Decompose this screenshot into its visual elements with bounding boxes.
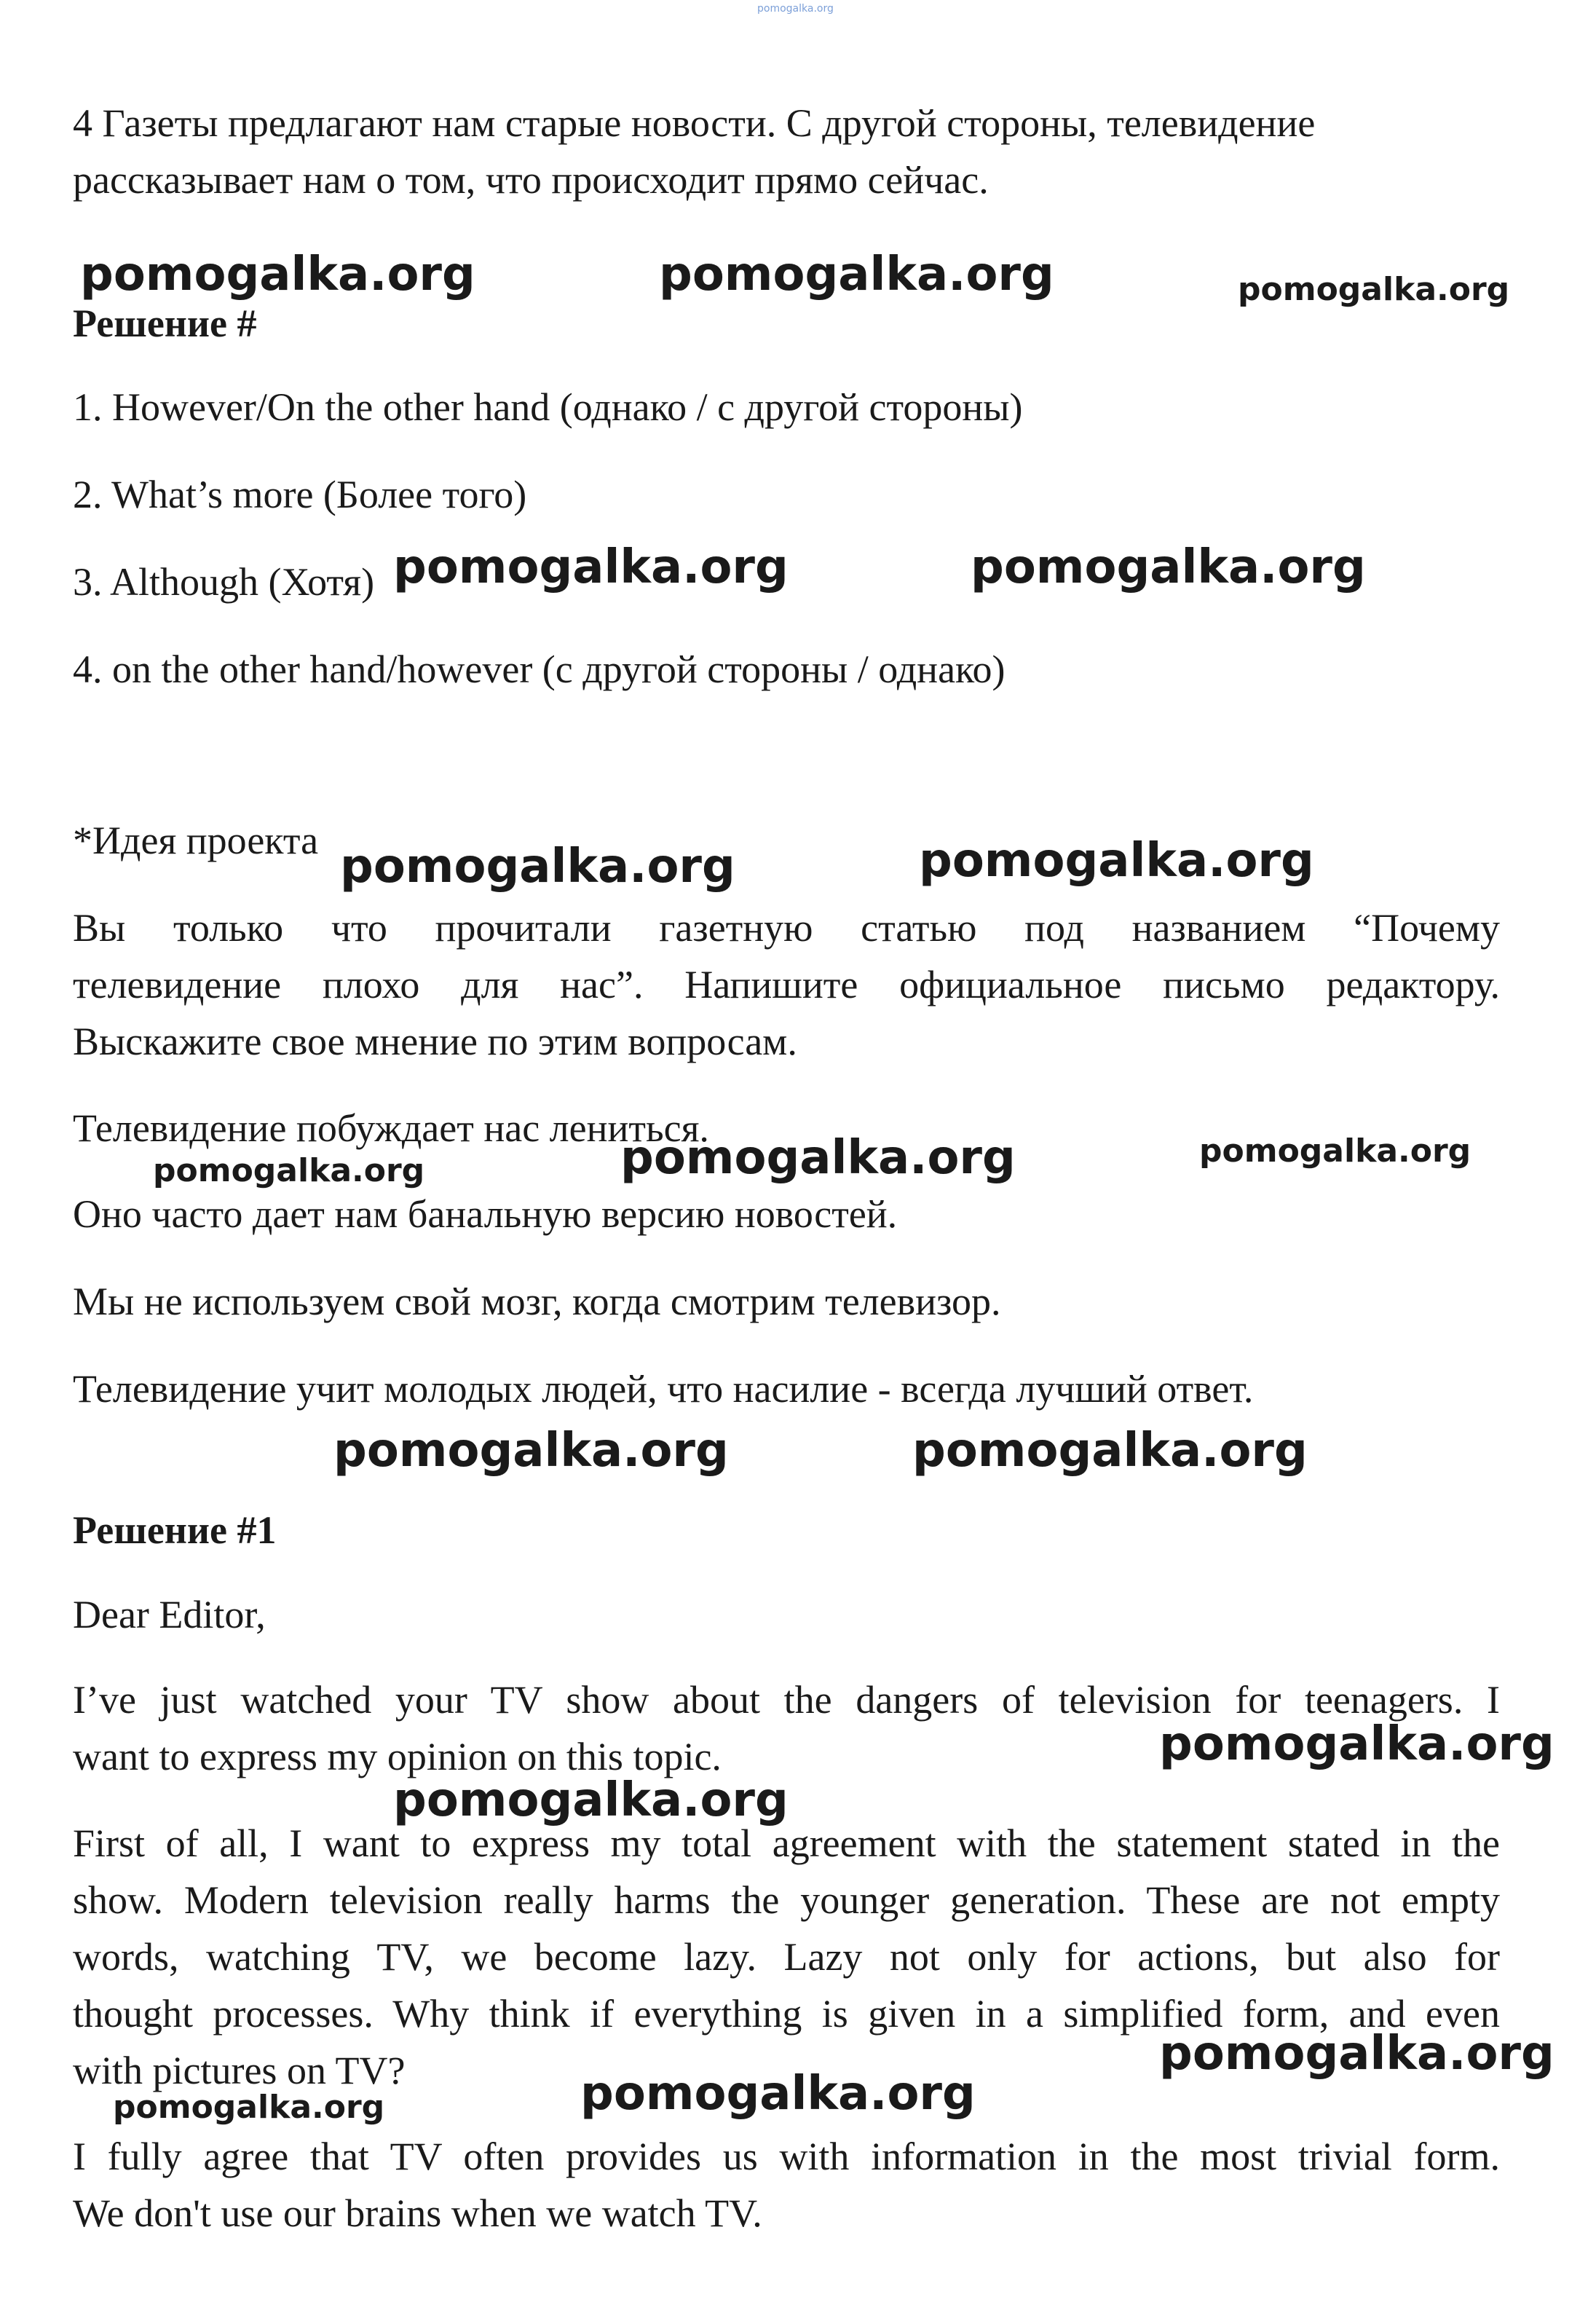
item4-line2: рассказывает нам о том, что происходит прямо сейчас.	[73, 158, 989, 202]
project-statement: Оно часто дает нам банальную версию новостей.	[73, 1192, 898, 1236]
watermark: pomogalka.org	[620, 1131, 1016, 1185]
letter-p3-line2: We don't use our brains when we watch TV.	[73, 2191, 762, 2235]
watermark: pomogalka.org	[340, 840, 735, 894]
project-task-line2: телевидение плохо для нас”. Напишите официальное письмо редактору.	[73, 963, 1500, 1006]
letter-p2-line1: First of all, I want to express my total agreement with the statement stated in the	[73, 1821, 1500, 1865]
project-task-line3: Выскажите свое мнение по этим вопросам.	[73, 1020, 797, 1063]
letter-p1-line2: want to express my opinion on this topic.	[73, 1735, 722, 1778]
letter-p1-line1: I’ve just watched your TV show about the dangers of television for teenagers. I	[73, 1678, 1500, 1722]
watermark: pomogalka.org	[80, 248, 475, 302]
letter-p3-line1: I fully agree that TV often provides us with information in the most trivial form.	[73, 2135, 1500, 2178]
letter-greeting: Dear Editor,	[73, 1593, 266, 1636]
letter-p2-line5: with pictures on TV?	[73, 2049, 406, 2092]
watermark: pomogalka.org	[971, 540, 1366, 594]
project-statement: Телевидение побуждает нас лениться.	[73, 1106, 709, 1150]
watermark: pomogalka.org	[113, 2089, 385, 2126]
letter-p2-line3: words, watching TV, we become lazy. Lazy not only for actions, but also for	[73, 1935, 1500, 1979]
watermark: pomogalka.org	[393, 540, 789, 594]
watermark: pomogalka.org	[333, 1424, 729, 1478]
watermark: pomogalka.org	[912, 1424, 1308, 1478]
watermark: pomogalka.org	[659, 248, 1054, 302]
watermark: pomogalka.org	[1159, 2027, 1554, 2081]
letter-p2-line2: show. Modern television really harms the younger generation. These are not empty	[73, 1878, 1500, 1922]
solution-item: 1. However/On the other hand (однако / с другой стороны)	[73, 385, 1023, 429]
project-task-line1: Вы только что прочитали газетную статью под названием “Почему	[73, 906, 1500, 950]
watermark: pomogalka.org	[393, 1773, 789, 1827]
project-statement: Мы не используем свой мозг, когда смотрим телевизор.	[73, 1280, 1001, 1323]
solution-heading: Решение #	[73, 302, 257, 345]
watermark: pomogalka.org	[1199, 1132, 1471, 1170]
item4-line1: 4 Газеты предлагают нам старые новости. С другой стороны, телевидение	[73, 101, 1316, 145]
watermark: pomogalka.org	[919, 834, 1314, 888]
solution-1-heading: Решение #1	[73, 1508, 277, 1552]
solution-item: 3. Although (Хотя)	[73, 560, 375, 604]
project-heading: *Идея проекта	[73, 819, 319, 862]
project-statement: Телевидение учит молодых людей, что насилие - всегда лучший ответ.	[73, 1367, 1254, 1411]
watermark: pomogalka.org	[1159, 1717, 1554, 1771]
solution-item: 4. on the other hand/however (с другой стороны / однако)	[73, 647, 1006, 691]
letter-p2-line4: thought processes. Why think if everything is given in a simplified form, and even	[73, 1992, 1500, 2036]
watermark: pomogalka.org	[580, 2067, 976, 2121]
solution-item: 2. What’s more (Более того)	[73, 473, 527, 516]
watermark-top: pomogalka.org	[757, 3, 834, 15]
watermark: pomogalka.org	[153, 1152, 425, 1189]
watermark: pomogalka.org	[1238, 271, 1510, 308]
